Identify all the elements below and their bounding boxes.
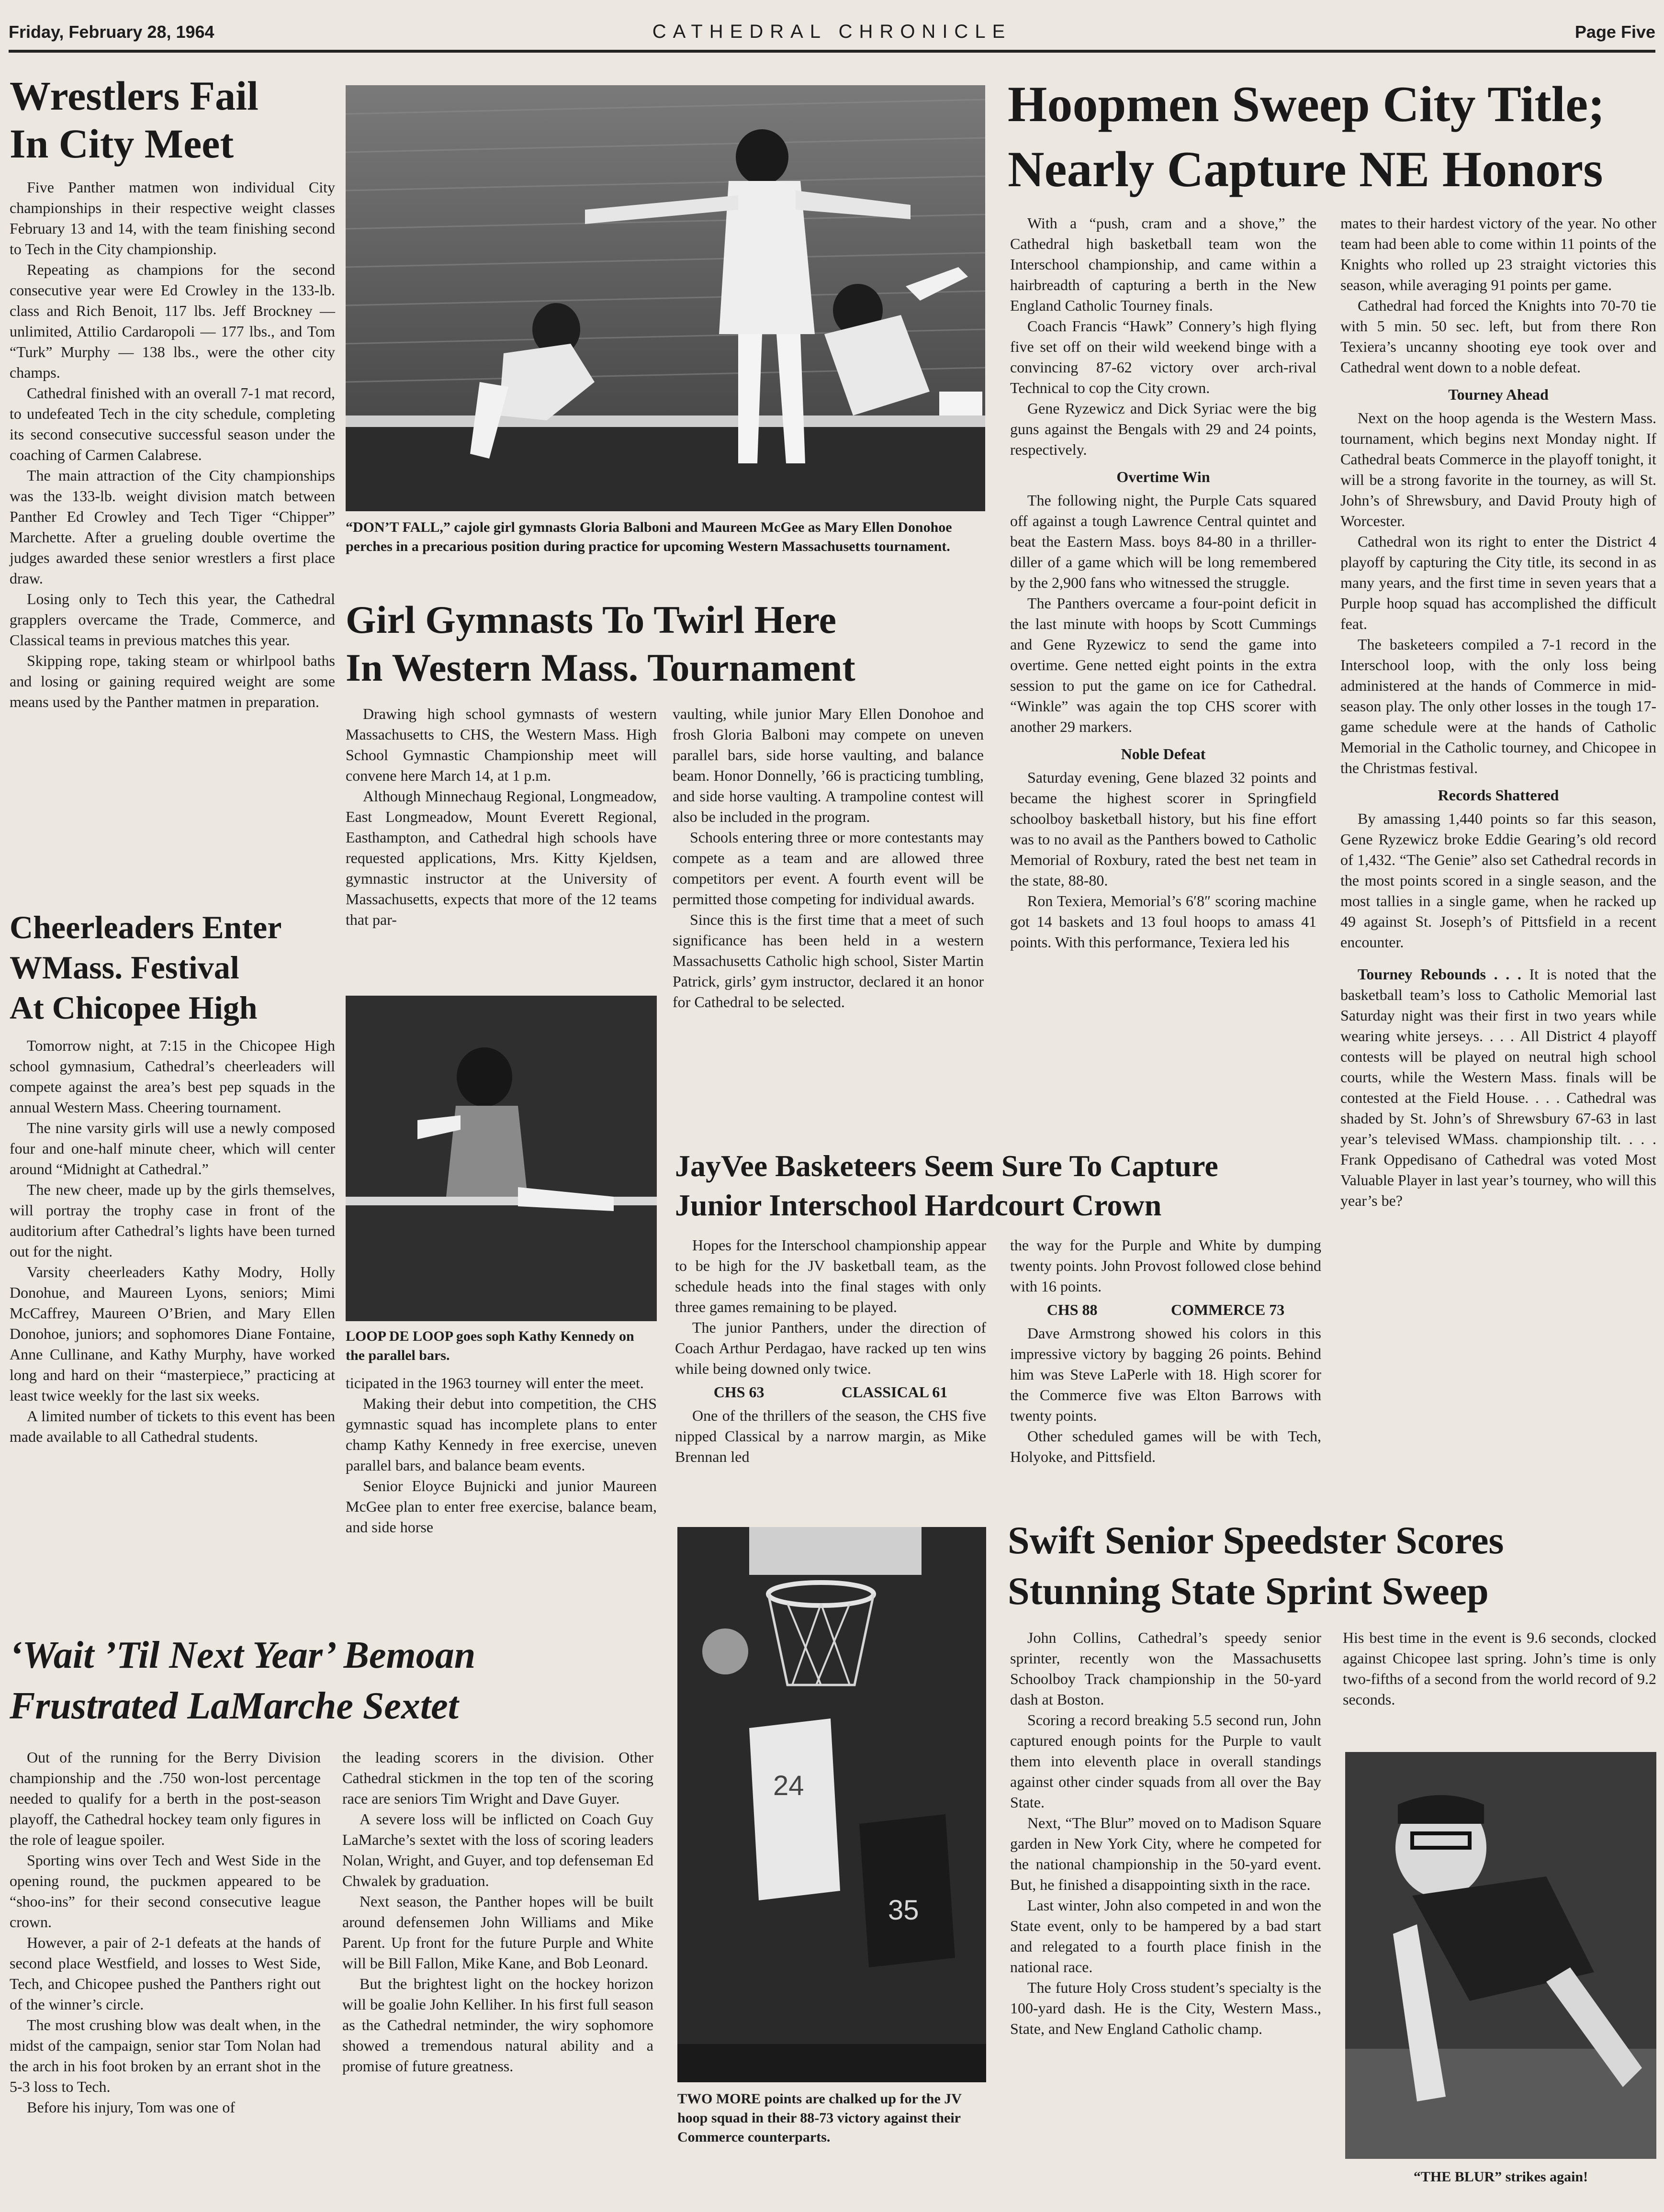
cheerleaders-article bbox=[10, 907, 335, 1447]
newspaper-title: CATHEDRAL CHRONICLE bbox=[652, 21, 1012, 42]
gymnasts-headline: Girl Gymnasts To Twirl Here In Western Mass. Tournament bbox=[346, 598, 855, 689]
score-chs-commerce: CHS 88 COMMERCE 73 bbox=[1046, 1301, 1285, 1318]
sprinter-body-col1: John Collins, Cathedral’s speedy senior sprinter, recently won the Massachusetts Schoolboy Track championship in the 50-yard dash at Boston. Scoring a record breaking 5.5 second run, John captured enough points for the Purple to vault them into eleventh place in overall standings against other cinder squads from all over the Bay State. Next, “The Blur” moved on to Madison Square garden in New York City, where he competed for the national championship in the 50-yard event. But, he finished a disappointing sixth in the race. Last winter, John also competed in and won the State event, only to be hampered by a bad start and relegated to a fourth place finish in the national race. The future Holy Cross student’s specialty is the 100-yard dash. He is the City, Western Mass., State, and New England Catholic champ. bbox=[1010, 1629, 1321, 2037]
masthead bbox=[9, 19, 1655, 53]
gymnasts-illustration bbox=[346, 85, 985, 511]
gymnasts-body-col1-continued: ticipated in the 1963 tourney will enter the meet. Making their debut into competition, the CHS gymnastic squad has incomplete plans to enter champ Kathy Kennedy in free exercise, uneven parallel bars, and balance beam events. Senior Eloyce Bujnicki and junior Maureen McGee plan to enter free exercise, balance beam, and side horse bbox=[346, 1374, 657, 1536]
subhead-records-shattered: Records Shattered bbox=[1438, 786, 1559, 804]
hoopmen-body-col1: With a “push, cram and a shove,” the Cathedral high basketball team won the Interschool championship, and came within a hairbreadth of capturing a berth in the New England Catholic Tourney finals. Coach Francis “Hawk” Connery’s high flying five set off on their wild weekend binge with a convincing 87-62 victory over arch-rival Technical to cop the City crown. Gene Ryzewicz and Dick Syriac were the big guns against the Bengals with 29 and 24 points, respectively. Overtime Win The following night, the Purple Cats squared off against a tough Lawrence Central quintet and beat the Eastern Mass. boys 84-80 in a thriller-diller of a game which will be long remembered by the 2,900 fans who witnessed the struggle. The Panthers overcame a four-point deficit in the last minute with hoops by Scott Cummings and Gene Ryzewicz to send the game into overtime. Gene netted eight points in the extra session to put the game on ice for Cathedral. “Winkle” was again the top CHS scorer with another 29 markers. Noble Defeat Saturday evening, Gene blazed 32 points and became the highest scorer in Springfield schoolboy basketball history, but his fine effort was to no avail as the Panthers bowed to Catholic Memorial of Roxbury, rated the best net team in the state, 88-80. Ron Texiera, Memorial’s 6′8″ scoring machine got 14 baskets and 13 foul hoops to amass 41 points. With this performance, Texiera led his bbox=[1010, 214, 1316, 951]
wrestlers-article bbox=[10, 72, 335, 712]
subhead-tourney-ahead: Tourney Ahead bbox=[1448, 386, 1549, 403]
tourney-rebounds: Tourney Rebounds . . . It is noted that the basketball team’s loss to Catholic Memorial last Saturday night was their first in two years while wearing white jerseys. . . . All District 4 playoff contests will be played on neutral high school courts, while the Western Mass. finals will be contested at the Field House. . . . Cathedral was shaded by St. John’s of Shrewsbury 67-63 in last year’s televised WMass. championship tilt. . . . Frank Oppedisano of Cathedral was voted Most Valuable Player in last year’s tourney, who will this year’s be? bbox=[1340, 966, 1657, 1209]
basketball-illustration bbox=[677, 1527, 986, 2082]
sprinter-photo bbox=[1345, 1752, 1656, 2159]
hockey-headline: ‘Wait ’Til Next Year’ Bemoan Frustrated LaMarche Sextet bbox=[10, 1634, 476, 1727]
hoopmen-headline: Hoopmen Sweep City Title; Nearly Capture NE Honors bbox=[1008, 76, 1605, 197]
cheerleaders-body: Tomorrow night, at 7:15 in the Chicopee High school gymnasium, Cathedral’s cheerleaders will compete against the area’s best pep squads in the annual Western Mass. Cheering tournament. The nine varsity girls will use a newly composed four and one-half minute cheer, which will center around “Midnight at Cathedral.” The new cheer, made up by the girls themselves, will portray the trophy case in front of the auditorium after Cathedral’s lights have been turned out for the night. Varsity cheerleaders Kathy Modry, Holly Donohue, and Maureen Lyons, seniors; Mimi McCaffrey, Maureen O’Brien, and Mary Ellen Donohoe, juniors; and sophomores Diane Fontaine, Anne Cullinane, and Kathy Murphy, have worked long and hard on their “masterpiece,” practicing at least twice weekly for the last six weeks. A limited number of tickets to this event has been made available to all Cathedral students. bbox=[10, 1037, 335, 1445]
sprinter-illustration bbox=[1345, 1752, 1656, 2159]
gymnasts-body-col1: Drawing high school gymnasts of western Massachusetts to CHS, the Western Mass. High School Gymnastic Championship meet will convene here March 14, at 1 p.m. Although Minnechaug Regional, Longmeadow, East Longmeadow, Mount Everett Regional, Easthampton, and Cathedral high schools have requested applications, Mrs. Kitty Kjeldsen, gymnastic instructor at the University of Massachusetts, expects that more of the 12 teams that par- bbox=[346, 705, 657, 928]
page-number: Page Five bbox=[1574, 22, 1655, 42]
sprinter-body-col2: His best time in the event is 9.6 seconds, clocked against Chicopee last spring. John’s time is only two-fifths of a second from the world record of 9.2 seconds. bbox=[1343, 1629, 1656, 1708]
wrestlers-headline: Wrestlers Fail In City Meet bbox=[10, 73, 259, 167]
hockey-body-col1: Out of the running for the Berry Division championship and the .750 won-lost percentage needed to qualify for a berth in the post-season playoff, the Cathedral hockey team only figures in the role of league spoiler. Sporting wins over Tech and West Side in the opening round, the puckmen appeared to be “shoo-ins” for their second consecutive league crown. However, a pair of 2-1 defeats at the hands of second place Westfield, and losses to West Side, Tech, and Chicopee pushed the Panthers right out of the winner’s circle. The most crushing blow was dealt when, in the midst of the campaign, senior star Tom Nolan had the arch in his foot broken by an errant shot in the 5-3 loss to Tech. Before his injury, Tom was one of bbox=[10, 1749, 321, 2116]
hockey-body-col2: the leading scorers in the division. Other Cathedral stickmen in the top ten of the scoring race are seniors Tim Wright and Dave Guyer. A severe loss will be inflicted on Coach Guy LaMarche’s sextet with the loss of scoring leaders Nolan, Wright, and Guyer, and top defenseman Ed Chwalek by graduation. Next season, the Panther hopes will be built around defensemen John Williams and Mike Parent. Up front for the future Purple and White will be Bill Fallon, Mike Kane, and Bob Leonard. But the brightest light on the hockey horizon will be goalie John Kelliher. In his first full season as the Cathedral netminder, the wiry sophomore showed a tremendous natural ability and a promise of future greatness. bbox=[342, 1749, 653, 2075]
cheerleaders-headline: Cheerleaders Enter WMass. Festival At Chicopee High bbox=[10, 909, 282, 1026]
parallel-bars-photo bbox=[346, 996, 657, 1321]
basketball-photo-caption: TWO MORE points are chalked up for the JV hoop squad in their 88-73 victory against their Commerce counterparts. bbox=[677, 2091, 962, 2145]
jayvee-body-col1: Hopes for the Interschool championship appear to be high for the JV basketball team, as the schedule heads into the final stages with only three games remaining to be played. The junior Panthers, under the direction of Coach Arthur Perdagao, have racked up ten wins while being downed only twice. CHS 63 CLASSICAL 61 One of the thrillers of the season, the CHS five nipped Classical by a narrow margin, as Mike Brennan led bbox=[675, 1236, 986, 1465]
parallel-bars-caption: LOOP DE LOOP goes soph Kathy Kennedy on the parallel bars. bbox=[346, 1328, 634, 1363]
gymnasts-body-col2: vaulting, while junior Mary Ellen Donohoe and frosh Gloria Balboni may compete on uneven parallel bars, side horse vaulting, and balance beam. Honor Donnelly, ’66 is practicing tumbling, and side horse vaulting. A trampoline contest will also be included in the program. Schools entering three or more contestants may compete as a team and are allowed three competitors per event. A fourth event will be permitted those competing for individual awards. Since this is the first time that a meet of such significance has been held in a western Massachusetts Catholic high school, Sister Martin Patrick, girls’ gym instructor, declared it an honor for Cathedral to be selected. bbox=[673, 705, 984, 1011]
gymnasts-photo-caption: “DON’T FALL,” cajole girl gymnasts Gloria Balboni and Maureen McGee as Mary Ellen Donohoe perches in a precarious position during practice for upcoming Western Massachusetts tournament. bbox=[346, 519, 952, 554]
subhead-overtime-win: Overtime Win bbox=[1116, 468, 1210, 485]
basketball-photo bbox=[677, 1527, 986, 2082]
subhead-noble-defeat: Noble Defeat bbox=[1121, 745, 1206, 763]
jersey-number-35: 35 bbox=[888, 1895, 919, 1926]
sprinter-headline: Swift Senior Speedster Scores Stunning State Sprint Sweep bbox=[1008, 1518, 1504, 1613]
jayvee-headline: JayVee Basketeers Seem Sure To Capture Junior Interschool Hardcourt Crown bbox=[675, 1149, 1218, 1222]
issue-date: Friday, February 28, 1964 bbox=[9, 22, 214, 42]
score-chs-classical: CHS 63 CLASSICAL 61 bbox=[713, 1383, 948, 1401]
hoopmen-body-col2: mates to their hardest victory of the year. No other team had been able to come within 11 points of the Knights who rolled up 23 straight victories this season, while averaging 91 points per game. Cathedral had forced the Knights into 70-70 tie with 5 min. 50 sec. left, but from there Ron Texiera’s uncanny shooting eye took over and Cathedral went down to a noble defeat. Tourney Ahead Next on the hoop agenda is the Western Mass. tournament, which begins next Monday night. If Cathedral beats Commerce in the playoff tonight, it will be a strong favorite in the tourney, as will St. John’s of Shrewsbury, and David Prouty high of Worcester. Cathedral won its right to enter the District 4 playoff by capturing the City title, its second in as many years, and the first time in seven years that a Purple hoop squad has accomplished the difficult feat. The basketeers compiled a 7-1 record in the Interschool loop, with the only loss being administered at the hands of Commerce in mid-season play. The only other losses in the tough 17-game schedule were at the hands of Catholic Memorial in the Catholic tourney, and Chicopee in the Christmas festival. Records Shattered By amassing 1,440 points so far this season, Gene Ryzewicz broke Eddie Gearing’s old record of 1,432. “The Genie” also set Cathedral records in the most points scored in a single season, and the most tallies in a single game, when he racked up 49 against St. Joseph’s of Pittsfield in a recent encounter. Tourney Rebounds . . . It is noted that the basketball team’s loss to Catholic Memorial last Saturday night was their first in two years while wearing white jerseys. . . . All District 4 playoff contests will be played on neutral high school courts, while the Western Mass. finals will be contested at the Field House. . . . Cathedral was shaded by St. John’s of Shrewsbury 67-63 in last year’s televised WMass. championship tilt. . . . Frank Oppedisano of Cathedral was voted Most Valuable Player in last year’s tourney, who will this year’s be? bbox=[1340, 213, 1656, 1211]
jersey-number-24: 24 bbox=[773, 1770, 804, 1801]
jayvee-body-col2: the way for the Purple and White by dumping twenty points. John Provost followed close behind with 16 points. CHS 88 COMMERCE 73 Dave Armstrong showed his colors in this impressive victory by bagging 26 points. Behind him was Steve LaPerle with 18. High scorer for the Commerce five was Elton Barrows with twenty points. Other scheduled games will be with Tech, Holyoke, and Pittsfield. bbox=[1010, 1236, 1321, 1465]
wrestlers-body: Five Panther matmen won individual City championships in their respective weight classes February 13 and 14, with the team finishing second to Tech in the City championship. Repeating as champions for the second consecutive year were Ed Crowley in the 133-lb. class and Rich Benoit, 117 lbs. Jeff Brockney — unlimited, Attilio Cardaropoli — 177 lbs., and Tom “Turk” Murphy — 138 lbs., were the other city champs. Cathedral finished with an overall 7-1 mat record, to undefeated Tech in the city schedule, completing its second consecutive successful season under the coaching of Carmen Calabrese. The main attraction of the City championships was the 133-lb. weight division match between Panther Ed Crowley and Tech Tiger “Chipper” Marchette. After a grueling double overtime the judges awarded these senior wrestlers a first place draw. Losing only to Tech this year, the Cathedral grapplers overcame the Trade, Commerce, and Classical teams in previous matches this year. Skipping rope, taking steam or whirlpool baths and losing or gaining required weight are some means used by the Panther matmen in preparation. bbox=[10, 179, 335, 710]
parallel-bars-illustration bbox=[346, 996, 657, 1321]
gymnasts-photo bbox=[346, 85, 985, 511]
sprinter-photo-caption: “THE BLUR” strikes again! bbox=[1413, 2169, 1588, 2185]
